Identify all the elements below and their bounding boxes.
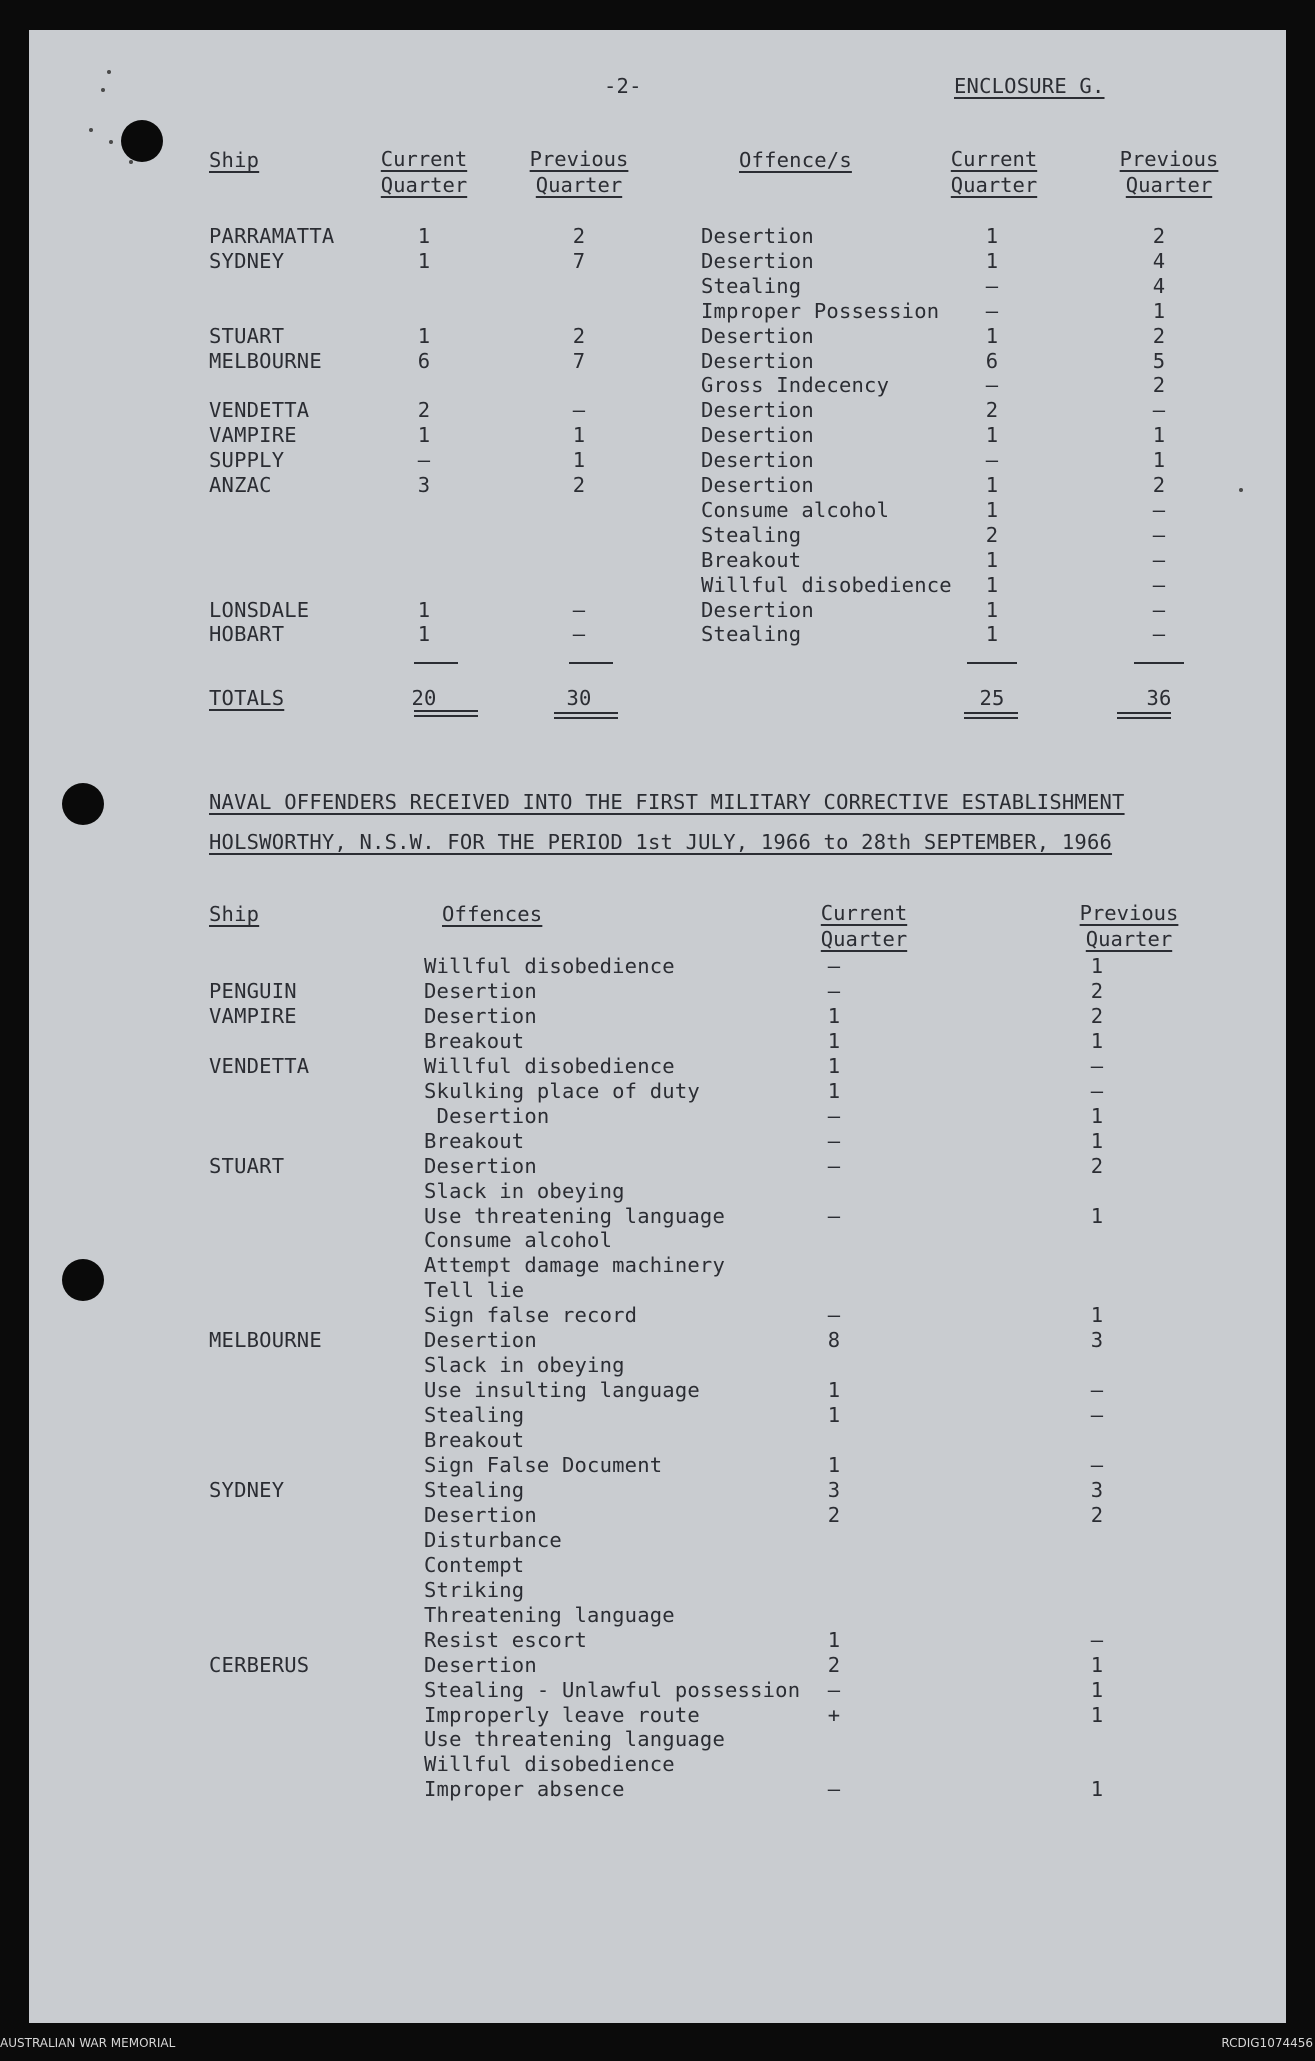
t1-total-offence-current: 25 — [979, 686, 1005, 710]
t2-offence-cell: Attempt damage machinery — [424, 1253, 726, 1278]
t2-offence-cell: Improperly leave route — [424, 1702, 700, 1727]
t2-current-cell: – — [827, 1677, 841, 1702]
t2-offence-cell: Resist escort — [424, 1627, 588, 1652]
t2-current-cell: 2 — [827, 1502, 841, 1527]
t2-ship-cell: MELBOURNE — [209, 1328, 322, 1353]
t2-offence-cell: Use insulting language — [424, 1378, 700, 1403]
t1-offence-previous-cell: 5 — [1152, 348, 1166, 373]
t2-offence-cell: Willful disobedience — [424, 1053, 675, 1078]
t1-offence-cell: Desertion — [701, 423, 814, 448]
punch-hole-top — [121, 120, 163, 162]
t1-offence-current-cell: – — [985, 298, 999, 323]
t1-offence-current-cell: 1 — [985, 323, 999, 348]
t1-offence-current-cell: 2 — [985, 398, 999, 423]
speck — [89, 128, 93, 132]
t2-offence-cell: Desertion — [424, 1328, 537, 1353]
t2-offence-cell: Striking — [424, 1577, 525, 1602]
t2-current-cell: – — [827, 1128, 841, 1153]
t1-offence-previous-cell: 4 — [1152, 248, 1166, 273]
t1-offence-previous-cell: 1 — [1152, 423, 1166, 448]
t1-offence-cell: Consume alcohol — [701, 497, 890, 522]
t1-offence-current-cell: 1 — [985, 473, 999, 497]
t2-offence-cell: Slack in obeying — [424, 1353, 625, 1378]
t1-offence-cell: Improper Possession — [701, 298, 940, 323]
t1-current-cell: 6 — [417, 348, 431, 373]
t1-offence-previous-cell: 2 — [1152, 373, 1166, 398]
t2-ship-cell: VAMPIRE — [209, 1003, 297, 1028]
t2-offence-cell: Desertion — [424, 1153, 537, 1178]
t1-sum-rule — [967, 662, 1017, 664]
t1-current-cell: 3 — [417, 473, 431, 497]
t1-ship-cell: LONSDALE — [209, 597, 310, 622]
t1-total-rule — [554, 712, 618, 719]
t2-ship-cell: CERBERUS — [209, 1652, 310, 1677]
t2-current-cell: 1 — [827, 1627, 841, 1652]
t2-offence-cell: Desertion — [424, 1103, 550, 1128]
t1-previous-cell: – — [572, 398, 586, 423]
t1-offence-current-cell: 1 — [985, 622, 999, 647]
t1-offence-previous-cell: – — [1152, 597, 1166, 622]
footer-id: RCDIG1074456 — [1221, 2036, 1313, 2050]
t2-offence-cell: Desertion — [424, 1003, 537, 1028]
t1-offence-cell: Breakout — [701, 547, 802, 572]
t2-offence-cell: Stealing - Unlawful possession — [424, 1677, 801, 1702]
t2-previous-cell: 1 — [1090, 1303, 1104, 1328]
section2-heading-line2: HOLSWORTHY, N.S.W. FOR THE PERIOD 1st JULY, 1966 to 28th SEPTEMBER, 1966 — [209, 830, 1113, 854]
punch-hole-bottom — [62, 1259, 104, 1301]
t2-ship-cell: SYDNEY — [209, 1477, 285, 1502]
t1-offence-cell: Desertion — [701, 448, 814, 473]
t2-previous-cell: 1 — [1090, 1128, 1104, 1153]
t1-previous-cell: 2 — [572, 473, 586, 497]
t2-offence-cell: Contempt — [424, 1552, 525, 1577]
t2-current-cell: 8 — [827, 1328, 841, 1353]
t1-offence-cell: Desertion — [701, 224, 814, 248]
enclosure-label: ENCLOSURE G. — [954, 74, 1105, 98]
t1-sum-rule — [569, 662, 613, 664]
t2-offence-cell: Willful disobedience — [424, 954, 675, 978]
t1-header-current: Current Quarter — [380, 147, 468, 197]
t1-current-cell: 1 — [417, 597, 431, 622]
t1-previous-cell: 7 — [572, 248, 586, 273]
t2-previous-cell: – — [1090, 1403, 1104, 1428]
t1-offence-cell: Stealing — [701, 522, 802, 547]
t1-header-ship: Ship — [209, 148, 260, 172]
t1-offence-previous-cell: – — [1152, 622, 1166, 647]
t1-offence-previous-cell: 4 — [1152, 273, 1166, 298]
t2-header-offences: Offences — [442, 902, 543, 926]
t1-offence-cell: Desertion — [701, 398, 814, 423]
t2-current-cell: 1 — [827, 1078, 841, 1103]
page-number: -2- — [604, 74, 642, 98]
t1-ship-cell: SYDNEY — [209, 248, 285, 273]
t2-previous-cell: – — [1090, 1453, 1104, 1477]
t1-ship-cell: VENDETTA — [209, 398, 310, 423]
t2-header-current: Current Quarter — [820, 901, 908, 951]
t1-sum-rule — [414, 662, 458, 664]
t2-offence-cell: Desertion — [424, 1502, 537, 1527]
t1-offence-previous-cell: 2 — [1152, 224, 1166, 248]
t1-offence-cell: Stealing — [701, 273, 802, 298]
t2-previous-cell: – — [1090, 1078, 1104, 1103]
t1-previous-cell: – — [572, 597, 586, 622]
t1-current-cell: 2 — [417, 398, 431, 423]
t1-offence-cell: Gross Indecency — [701, 373, 890, 398]
t2-current-cell: – — [827, 954, 841, 978]
speck — [1239, 488, 1243, 492]
t2-offence-cell: Use threatening language — [424, 1203, 726, 1228]
t1-ship-cell: HOBART — [209, 622, 285, 647]
t2-previous-cell: – — [1090, 1627, 1104, 1652]
t2-previous-cell: 2 — [1090, 978, 1104, 1003]
t2-offence-cell: Threatening language — [424, 1602, 675, 1627]
t1-offence-cell: Willful disobedience — [701, 572, 952, 597]
t1-previous-cell: 1 — [572, 423, 586, 448]
t1-header-offence: Offence/s — [739, 148, 852, 172]
t2-offence-cell: Willful disobedience — [424, 1752, 675, 1777]
t2-current-cell: – — [827, 1777, 841, 1802]
t1-offence-cell: Desertion — [701, 473, 814, 497]
t2-header-previous: Previous Quarter — [1079, 901, 1179, 951]
t2-offence-cell: Sign false record — [424, 1303, 638, 1328]
t1-offence-current-cell: – — [985, 273, 999, 298]
t1-ship-cell: PARRAMATTA — [209, 224, 335, 248]
t1-current-cell: – — [417, 448, 431, 473]
t1-offence-cell: Desertion — [701, 248, 814, 273]
t2-previous-cell: 2 — [1090, 1502, 1104, 1527]
t1-total-previous: 30 — [566, 686, 592, 710]
t2-previous-cell: – — [1090, 1378, 1104, 1403]
t1-previous-cell: 1 — [572, 448, 586, 473]
t1-offence-current-cell: – — [985, 373, 999, 398]
t2-ship-cell: STUART — [209, 1153, 285, 1178]
t1-ship-cell: MELBOURNE — [209, 348, 322, 373]
t2-offence-cell: Desertion — [424, 1652, 537, 1677]
t1-total-offence-previous: 36 — [1146, 686, 1172, 710]
t1-header-previous: Previous Quarter — [529, 147, 629, 197]
t2-offence-cell: Improper absence — [424, 1777, 625, 1802]
t2-offence-cell: Use threatening language — [424, 1727, 726, 1752]
t2-current-cell: 1 — [827, 1378, 841, 1403]
t2-current-cell: – — [827, 1103, 841, 1128]
t1-ship-cell: VAMPIRE — [209, 423, 297, 448]
t2-previous-cell: 1 — [1090, 954, 1104, 978]
t2-current-cell: 1 — [827, 1053, 841, 1078]
t2-previous-cell: 1 — [1090, 1652, 1104, 1677]
t2-offence-cell: Tell lie — [424, 1278, 525, 1303]
t1-offence-current-cell: 1 — [985, 224, 999, 248]
t2-ship-cell: VENDETTA — [209, 1053, 310, 1078]
t1-current-cell: 1 — [417, 224, 431, 248]
section2-heading-line1: NAVAL OFFENDERS RECEIVED INTO THE FIRST MILITARY CORRECTIVE ESTABLISHMENT — [209, 790, 1125, 814]
t2-previous-cell: 3 — [1090, 1477, 1104, 1502]
t1-offence-previous-cell: – — [1152, 497, 1166, 522]
t2-previous-cell: 2 — [1090, 1003, 1104, 1028]
t1-offence-cell: Desertion — [701, 323, 814, 348]
t1-previous-cell: 2 — [572, 224, 586, 248]
t1-offence-previous-cell: 2 — [1152, 473, 1166, 497]
t1-offence-previous-cell: – — [1152, 572, 1166, 597]
t1-offence-current-cell: – — [985, 448, 999, 473]
t2-offence-cell: Breakout — [424, 1128, 525, 1153]
t1-offence-current-cell: 1 — [985, 572, 999, 597]
t1-total-rule — [414, 710, 478, 717]
t1-total-rule — [964, 712, 1018, 719]
t1-header-previous-offence: Previous Quarter — [1119, 147, 1219, 197]
t1-current-cell: 1 — [417, 323, 431, 348]
t1-offence-current-cell: 1 — [985, 497, 999, 522]
t1-total-current: 20 — [411, 686, 437, 710]
t2-offence-cell: Breakout — [424, 1428, 525, 1453]
t1-previous-cell: – — [572, 622, 586, 647]
t2-offence-cell: Sign False Document — [424, 1453, 663, 1477]
t2-current-cell: 3 — [827, 1477, 841, 1502]
t2-previous-cell: 1 — [1090, 1702, 1104, 1727]
t2-offence-cell: Breakout — [424, 1028, 525, 1053]
t2-previous-cell: 1 — [1090, 1103, 1104, 1128]
t1-offence-previous-cell: 1 — [1152, 448, 1166, 473]
t2-previous-cell: 1 — [1090, 1028, 1104, 1053]
t1-offence-current-cell: 1 — [985, 547, 999, 572]
t2-offence-cell: Slack in obeying — [424, 1178, 625, 1203]
t2-header-ship: Ship — [209, 902, 260, 926]
t2-offence-cell: Desertion — [424, 978, 537, 1003]
t1-totals-label: TOTALS — [209, 686, 285, 710]
t1-offence-cell: Stealing — [701, 622, 802, 647]
t1-previous-cell: 7 — [572, 348, 586, 373]
t2-offence-cell: Consume alcohol — [424, 1228, 613, 1253]
t1-sum-rule — [1134, 662, 1184, 664]
speck — [101, 88, 105, 92]
t1-offence-cell: Desertion — [701, 348, 814, 373]
speck — [129, 160, 133, 164]
t1-current-cell: 1 — [417, 248, 431, 273]
t1-offence-current-cell: 2 — [985, 522, 999, 547]
t2-offence-cell: Stealing — [424, 1477, 525, 1502]
t2-current-cell: 1 — [827, 1028, 841, 1053]
footer-source: AUSTRALIAN WAR MEMORIAL — [0, 2036, 176, 2050]
t1-ship-cell: SUPPLY — [209, 448, 285, 473]
t2-current-cell: + — [827, 1702, 841, 1727]
t2-ship-cell: PENGUIN — [209, 978, 297, 1003]
t1-offence-current-cell: 1 — [985, 248, 999, 273]
t1-current-cell: 1 — [417, 423, 431, 448]
t2-offence-cell: Disturbance — [424, 1527, 562, 1552]
t1-offence-previous-cell: 2 — [1152, 323, 1166, 348]
t2-current-cell: – — [827, 1203, 841, 1228]
t2-previous-cell: 1 — [1090, 1777, 1104, 1802]
t2-current-cell: 1 — [827, 1403, 841, 1428]
t2-current-cell: 1 — [827, 1003, 841, 1028]
t2-previous-cell: 2 — [1090, 1153, 1104, 1178]
t1-offence-current-cell: 6 — [985, 348, 999, 373]
t1-offence-previous-cell: 1 — [1152, 298, 1166, 323]
t2-previous-cell: 3 — [1090, 1328, 1104, 1353]
t1-offence-previous-cell: – — [1152, 547, 1166, 572]
document-page — [29, 30, 1286, 2023]
punch-hole-middle — [62, 783, 104, 825]
t2-previous-cell: 1 — [1090, 1677, 1104, 1702]
t1-offence-cell: Desertion — [701, 597, 814, 622]
speck — [109, 140, 113, 144]
t2-offence-cell: Skulking place of duty — [424, 1078, 700, 1103]
t1-header-current-offence: Current Quarter — [950, 147, 1038, 197]
t2-offence-cell: Stealing — [424, 1403, 525, 1428]
t2-current-cell: – — [827, 1153, 841, 1178]
t2-current-cell: – — [827, 978, 841, 1003]
t1-offence-current-cell: 1 — [985, 597, 999, 622]
t1-ship-cell: ANZAC — [209, 473, 272, 497]
t1-previous-cell: 2 — [572, 323, 586, 348]
t1-offence-previous-cell: – — [1152, 522, 1166, 547]
t1-ship-cell: STUART — [209, 323, 285, 348]
speck — [107, 70, 111, 74]
t2-current-cell: – — [827, 1303, 841, 1328]
t1-current-cell: 1 — [417, 622, 431, 647]
t2-previous-cell: 1 — [1090, 1203, 1104, 1228]
t2-current-cell: 1 — [827, 1453, 841, 1477]
t1-offence-previous-cell: – — [1152, 398, 1166, 423]
t2-previous-cell: – — [1090, 1053, 1104, 1078]
t1-offence-current-cell: 1 — [985, 423, 999, 448]
t2-current-cell: 2 — [827, 1652, 841, 1677]
t1-total-rule — [1117, 712, 1171, 719]
